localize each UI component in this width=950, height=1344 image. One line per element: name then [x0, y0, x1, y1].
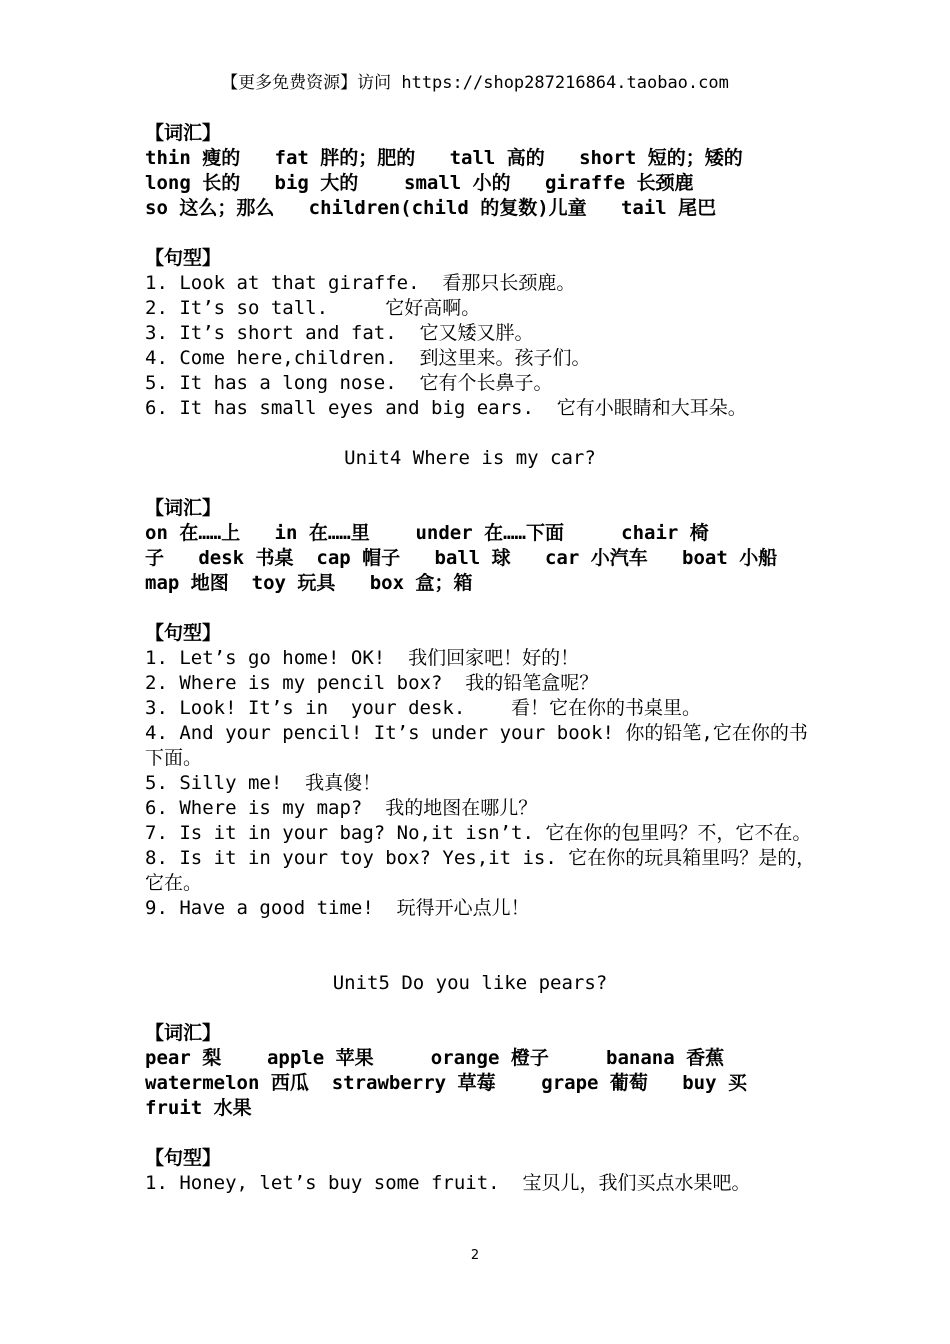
vocab-line: fruit 水果 — [145, 1097, 252, 1119]
sentence-line: 1. Let’s go home! OK! 我们回家吧！好的！ — [145, 647, 580, 669]
vocab-line: map 地图 toy 玩具 box 盒；箱 — [145, 572, 473, 594]
sentence-line: 2. It’s so tall. 它好高啊。 — [145, 297, 481, 319]
sentence-line: 3. It’s short and fat. 它又矮又胖。 — [145, 322, 534, 344]
sentence-line: 6. It has small eyes and big ears. 它有小眼睛和大耳朵。 — [145, 397, 747, 419]
document-body — [145, 121, 825, 1196]
sentence-line: 4. Come here,children. 到这里来。孩子们。 — [145, 347, 591, 369]
vocab-heading: 【词汇】 — [145, 497, 222, 519]
pattern-heading: 【句型】 — [145, 622, 222, 644]
sentence-line: 3. Look! It’s in your desk. 看！它在你的书桌里。 — [145, 697, 702, 719]
pattern-heading: 【句型】 — [145, 247, 222, 269]
vocab-line: on 在……上 in 在……里 under 在……下面 chair 椅 — [145, 522, 709, 544]
vocab-heading: 【词汇】 — [145, 1022, 222, 1044]
vocab-line: thin 瘦的 fat 胖的；肥的 tall 高的 short 短的；矮的 — [145, 147, 743, 169]
unit-title: Unit4 Where is my car? — [344, 447, 596, 469]
sentence-line: 1. Look at that giraffe. 看那只长颈鹿。 — [145, 272, 576, 294]
sentence-line: 2. Where is my pencil box? 我的铅笔盒呢？ — [145, 672, 599, 694]
page-header: 【更多免费资源】访问 https://shop287216864.taobao.com — [221, 73, 729, 93]
vocab-line: so 这么；那么 children(child 的复数)儿童 tail 尾巴 — [145, 197, 717, 219]
sentence-line: 9. Have a good time! 玩得开心点儿！ — [145, 897, 530, 919]
sentence-line: 5. Silly me! 我真傻！ — [145, 772, 382, 794]
page-number: 2 — [470, 1248, 480, 1263]
vocab-line: pear 梨 apple 苹果 orange 橙子 banana 香蕉 — [145, 1047, 725, 1069]
vocab-line: 子 desk 书桌 cap 帽子 ball 球 car 小汽车 boat 小船 — [145, 547, 778, 569]
sentence-line: 8. Is it in your toy box? Yes,it is. 它在你的玩具箱里吗？是的，它在。 — [145, 847, 816, 894]
vocab-heading: 【词汇】 — [145, 122, 222, 144]
pattern-heading: 【句型】 — [145, 1147, 222, 1169]
vocab-line: long 长的 big 大的 small 小的 giraffe 长颈鹿 — [145, 172, 694, 194]
vocab-line: watermelon 西瓜 strawberry 草莓 grape 葡萄 buy 买 — [145, 1072, 747, 1094]
unit-title: Unit5 Do you like pears? — [332, 972, 608, 994]
sentence-line: 7. Is it in your bag? No,it isn’t. 它在你的包里吗？不，它不在。 — [145, 822, 812, 844]
sentence-line: 4. And your pencil! It’s under your book! 你的铅笔,它在你的书下面。 — [145, 722, 808, 769]
sentence-line: 5. It has a long nose. 它有个长鼻子。 — [145, 372, 553, 394]
sentence-line: 1. Honey, let’s buy some fruit. 宝贝儿，我们买点水果吧。 — [145, 1172, 751, 1194]
sentence-line: 6. Where is my map? 我的地图在哪儿？ — [145, 797, 538, 819]
